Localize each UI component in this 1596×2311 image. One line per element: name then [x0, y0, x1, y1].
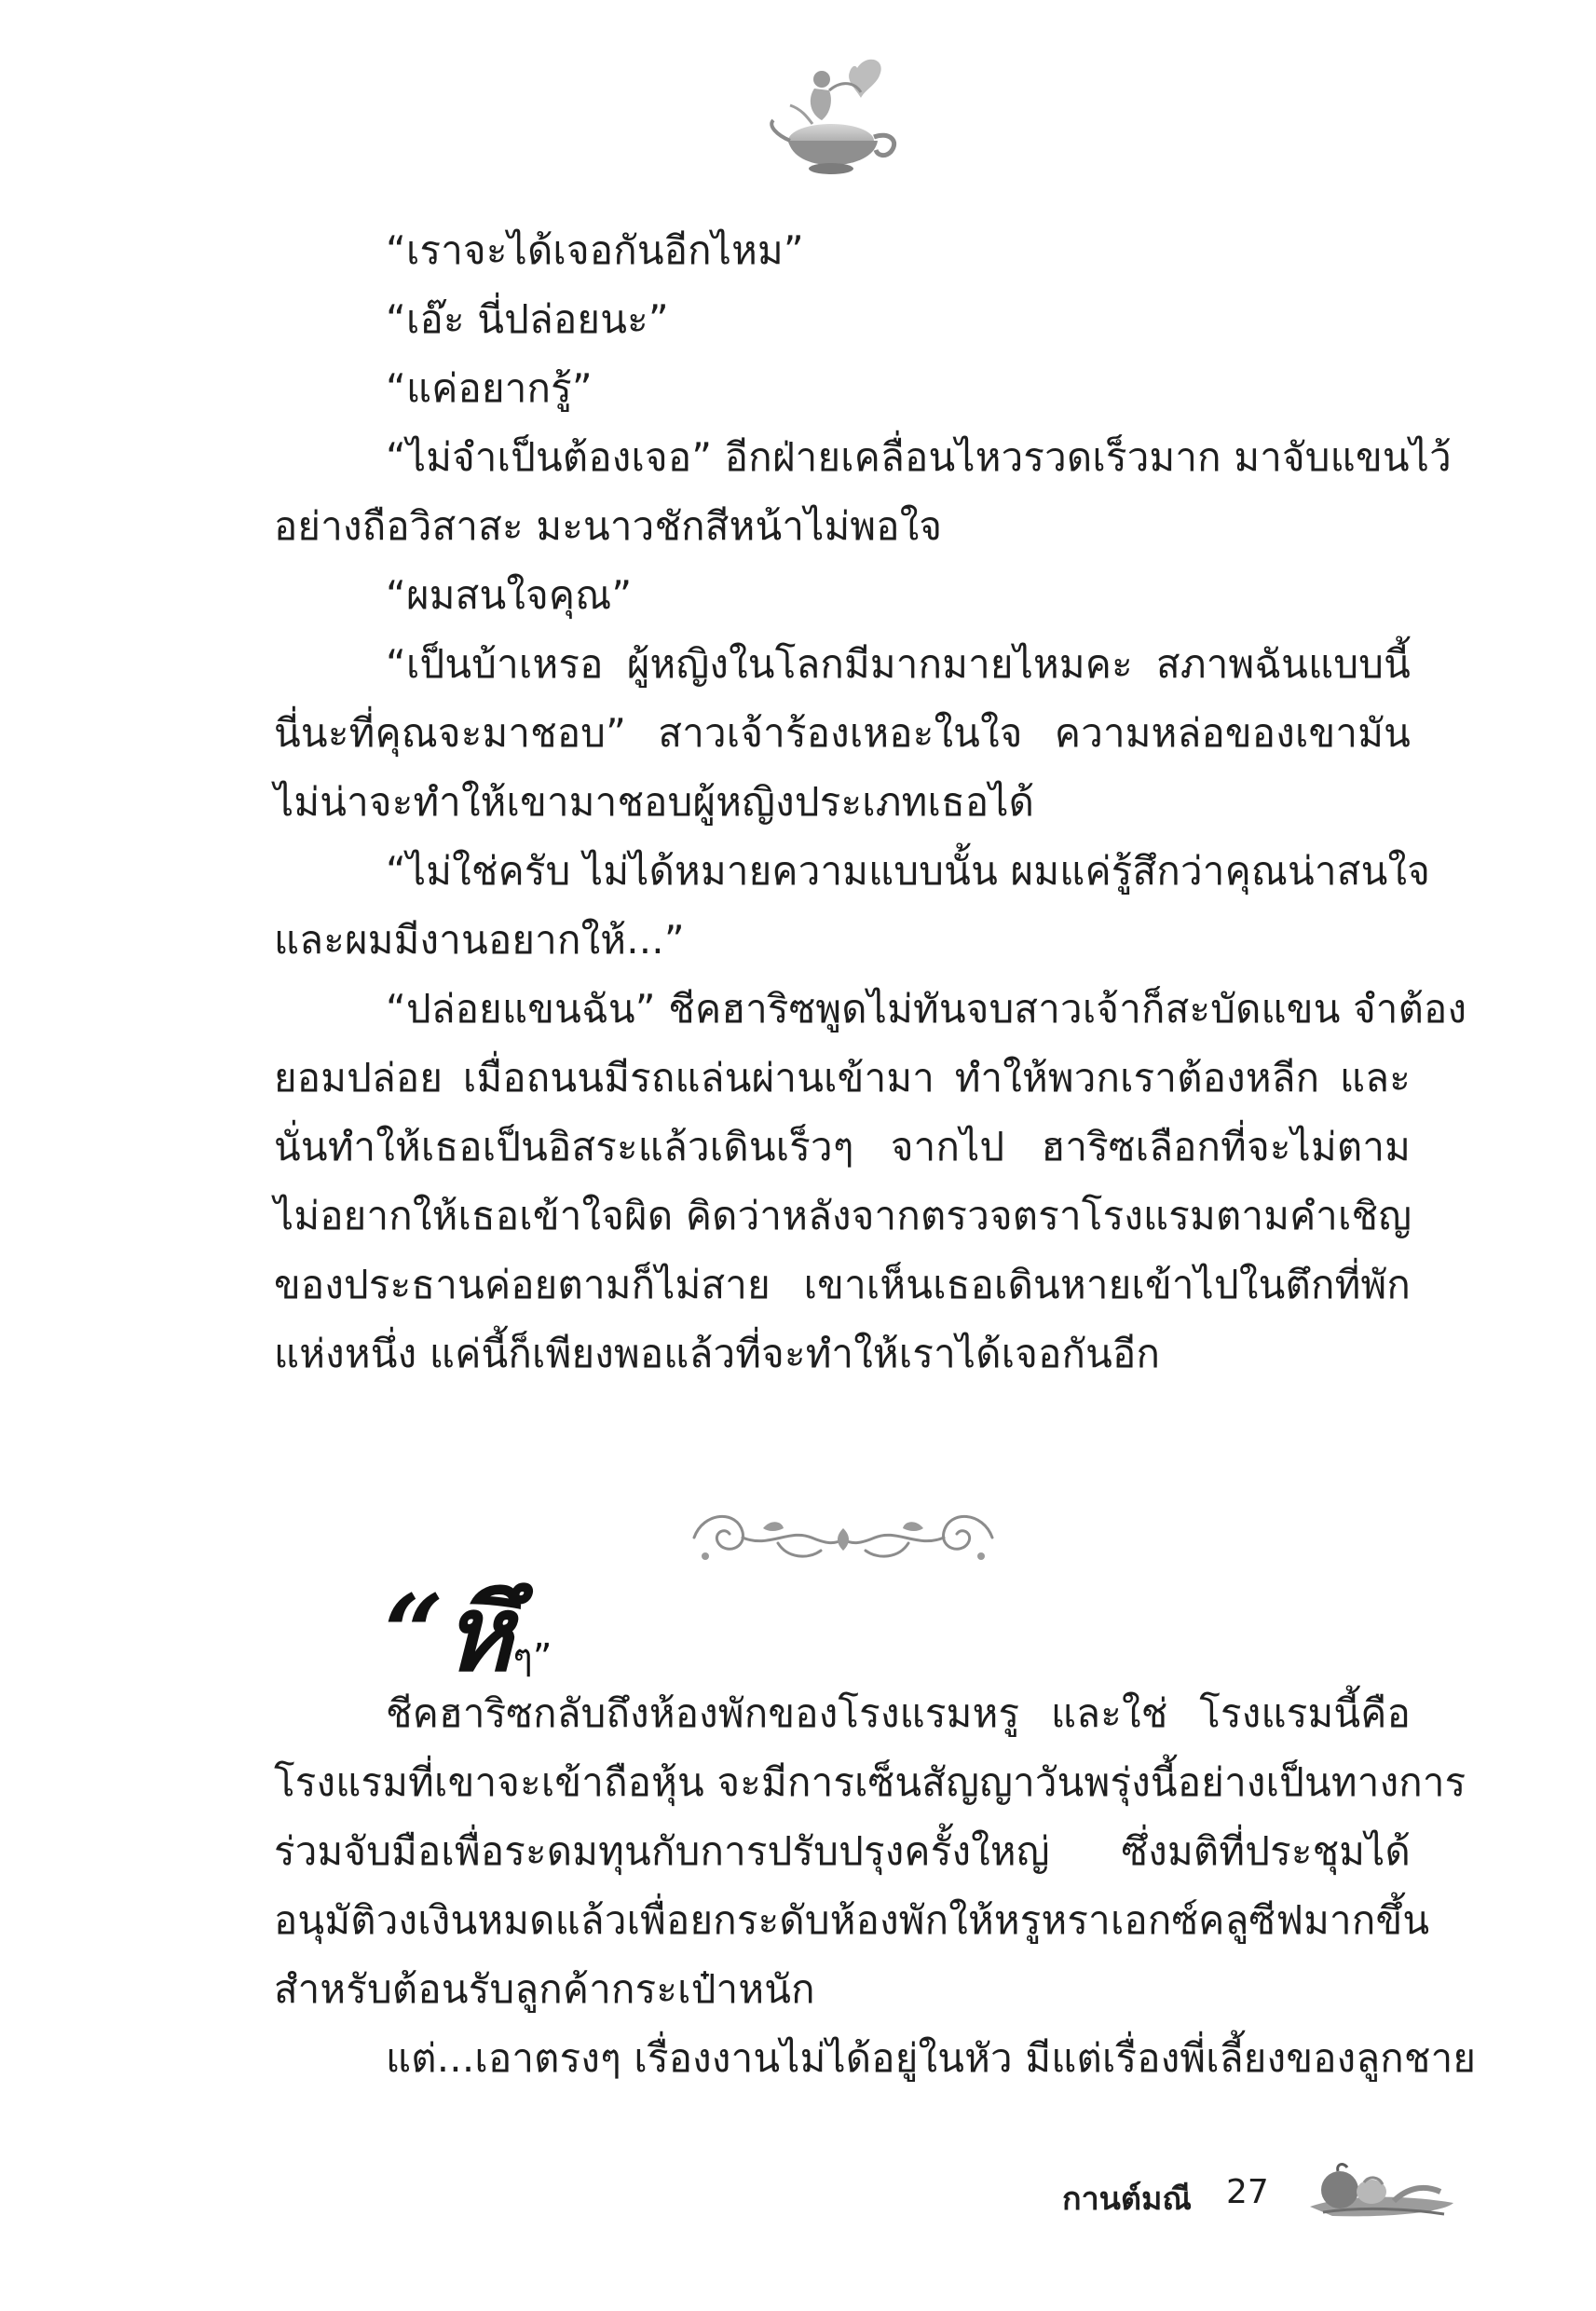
paragraph-line: ชีคฮาริซกลับถึงห้องพักของโรงแรมหรู และใช่ โรงแรมนี้คือ: [386, 1690, 1411, 1736]
paragraph-line: “ไม่จำเป็นต้องเจอ” อีกฝ่ายเคลื่อนไหวรวดเร็วมาก มาจับแขนไว้: [386, 434, 1452, 480]
paragraph-line: ร่วมจับมือเพื่อระดมทุนกับการปรับปรุงครั้งใหญ่ ซึ่งมติที่ประชุมได้: [274, 1828, 1411, 1874]
book-title: กานต์มณี: [1062, 2181, 1192, 2218]
paragraph-line: ไม่น่าจะทำให้เขามาชอบผู้หญิงประเภทเธอได้: [274, 779, 1035, 825]
paragraph-line: โรงแรมที่เขาจะเข้าถือหุ้น จะมีการเซ็นสัญญาวันพรุ่งนี้อย่างเป็นทางการ: [274, 1759, 1466, 1805]
paragraph-line: สำหรับต้อนรับลูกค้ากระเป๋าหนัก: [274, 1966, 815, 2012]
page-number: 27: [1226, 2173, 1269, 2211]
lamp-ornament-icon: [764, 51, 904, 182]
passage-one: [274, 216, 1467, 1388]
paragraph-line: แต่...เอาตรงๆ เรื่องงานไม่ได้อยู่ในหัว มีแต่เรื่องพี่เลี้ยงของลูกชาย: [386, 2035, 1477, 2081]
paragraph-line: ไม่อยากให้เธอเข้าใจผิด คิดว่าหลังจากตรวจตราโรงแรมตามคำเชิญ: [274, 1193, 1412, 1238]
paragraph-line: นั่นทำให้เธอเป็นอิสระแล้วเดินเร็วๆ จากไป ฮาริซเลือกที่จะไม่ตาม: [274, 1124, 1411, 1169]
paragraph-line: นี่นะที่คุณจะมาชอบ” สาวเจ้าร้องเหอะในใจ ความหล่อของเขามัน: [274, 710, 1411, 756]
vegetables-ornament-icon: [1304, 2160, 1463, 2225]
drop-cap-suffix: ๆ”: [512, 1636, 552, 1679]
paragraph-line: ยอมปล่อย เมื่อถนนมีรถแล่นผ่านเข้ามา ทำให้พวกเราต้องหลีก และ: [274, 1055, 1411, 1101]
paragraph-line: อนุมัติวงเงินหมดแล้วเพื่อยกระดับห้องพักให้หรูหราเอกซ์คลูซีฟมากขึ้น: [274, 1897, 1430, 1943]
paragraph-line: ของประธานค่อยตามก็ไม่สาย เขาเห็นเธอเดินหายเข้าไปในตึกที่พัก: [274, 1262, 1411, 1307]
passage-two: [274, 1679, 1477, 2093]
page-footer: [1053, 2160, 1500, 2225]
paragraph-line: แห่งหนึ่ง แค่นี้ก็เพียงพอแล้วที่จะทำให้เราได้เจอกันอีก: [274, 1331, 1161, 1376]
scroll-divider-icon: [685, 1500, 1002, 1575]
dialogue-line: “เอ๊ะ นี่ปล่อยนะ”: [386, 296, 669, 342]
paragraph-line: อย่างถือวิสาสะ มะนาวชักสีหน้าไม่พอใจ: [274, 503, 943, 549]
dialogue-line: “แค่อยากรู้”: [386, 365, 593, 411]
drop-cap-text: “หึ: [384, 1573, 513, 1695]
paragraph-line: และผมมีงานอยากให้...”: [274, 917, 685, 963]
paragraph-line: “ปล่อยแขนฉัน” ชีคฮาริซพูดไม่ทันจบสาวเจ้าก็สะบัดแขน จำต้อง: [386, 986, 1467, 1032]
paragraph-line: “เป็นบ้าเหรอ ผู้หญิงในโลกมีมากมายไหมคะ สภาพฉันแบบนี้: [386, 641, 1411, 687]
dialogue-line: “เราจะได้เจอกันอีกไหม”: [386, 227, 804, 273]
paragraph-line: “ไม่ใช่ครับ ไม่ได้หมายความแบบนั้น ผมแค่รู้สึกว่าคุณน่าสนใจ: [386, 848, 1431, 894]
dialogue-line: “ผมสนใจคุณ”: [386, 572, 633, 618]
